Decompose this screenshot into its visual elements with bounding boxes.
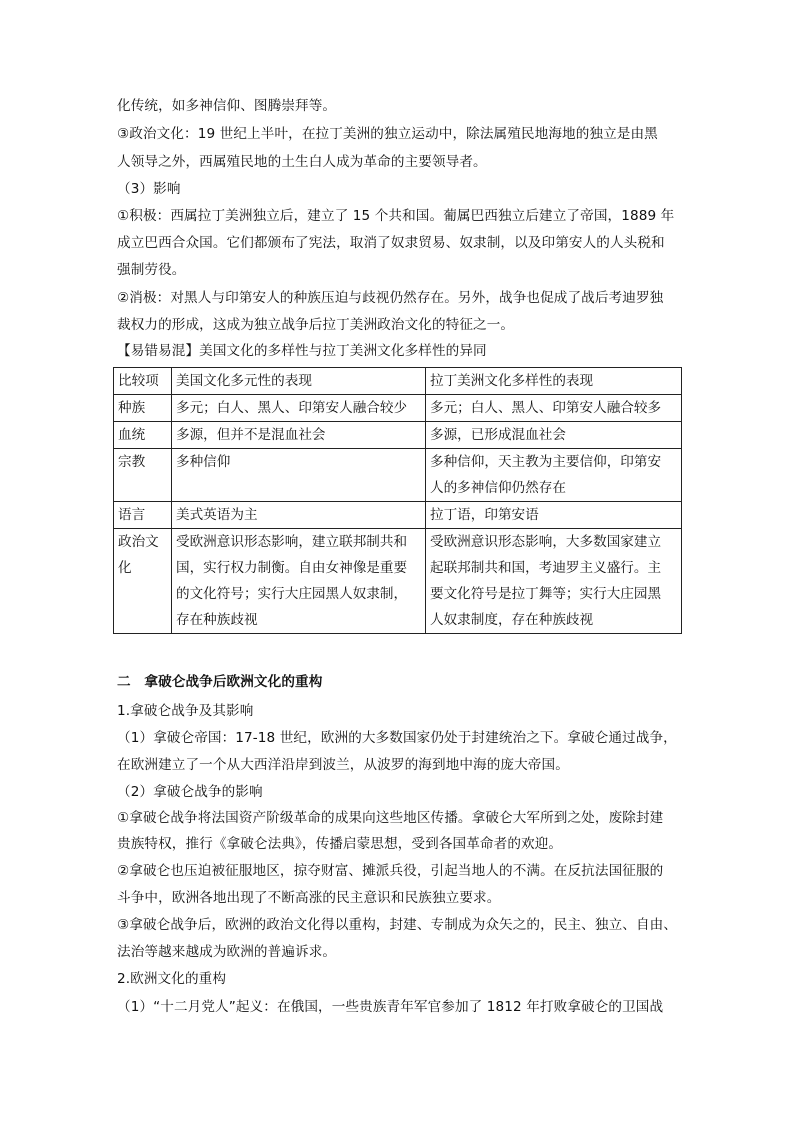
cell-text-line: 多源，但并不是混血社会 — [176, 427, 326, 443]
cell-text-line: 拉丁语，印第安语 — [430, 507, 539, 523]
cell-text-line: 拉丁美洲文化多样性的表现 — [430, 373, 594, 389]
text-line: 在欧洲建立了一个从大西洋沿岸到波兰，从波罗的海到地中海的庞大帝国。 — [117, 757, 569, 773]
latin-america-cell — [426, 502, 682, 529]
text-line: 裁权力的形成，这成为独立战争后拉丁美洲政治文化的特征之一。 — [117, 317, 515, 333]
latin-america-cell — [426, 529, 682, 634]
text-line: ③政治文化：19 世纪上半叶，在拉丁美洲的独立运动中，除法属殖民地海地的独立是由黑 — [117, 126, 658, 142]
cell-text-line: 起联邦制共和国，考迪罗主义盛行。主 — [430, 560, 662, 576]
text-line: （1）拿破仑帝国：17-18 世纪，欧洲的大多数国家仍处于封建统治之下。拿破仑通过战争， — [117, 730, 677, 746]
text-line: 强制劳役。 — [117, 262, 186, 278]
text-line: ①积极：西属拉丁美洲独立后，建立了 15 个共和国。葡属巴西独立后建立了帝国，1889 年 — [117, 208, 675, 224]
cell-text-line: 化 — [118, 560, 132, 576]
section-title: 二 拿破仑战争后欧洲文化的重构 — [117, 674, 323, 690]
row-label-cell — [114, 449, 172, 502]
table-header-row — [114, 368, 682, 395]
comparison-table — [113, 367, 682, 634]
table-header-cell — [426, 368, 682, 395]
usa-cell — [172, 529, 426, 634]
table-row — [114, 395, 682, 422]
cell-text-line: 受欧洲意识形态影响，大多数国家建立 — [430, 534, 662, 550]
subsection-heading: 2.欧洲文化的重构 — [117, 971, 227, 987]
table-header-cell — [114, 368, 172, 395]
cell-text-line: 存在种族歧视 — [176, 612, 258, 628]
cell-text-line: 要文化符号是拉丁舞等；实行大庄园黑 — [430, 586, 662, 602]
cell-text-line: 多元；白人、黑人、印第安人融合较少 — [176, 400, 408, 416]
table-row — [114, 502, 682, 529]
cell-text-line: 宗教 — [118, 454, 146, 470]
text-line: ①拿破仑战争将法国资产阶级革命的成果向这些地区传播。拿破仑大军所到之处，废除封建 — [117, 810, 664, 826]
table-row — [114, 422, 682, 449]
cell-text-line: 多元；白人、黑人、印第安人融合较多 — [430, 400, 662, 416]
text-line: 法治等越来越成为欧洲的普遍诉求。 — [117, 944, 337, 960]
cell-text-line: 美国文化多元性的表现 — [176, 373, 312, 389]
row-label-cell — [114, 395, 172, 422]
callout-heading: 【易错易混】美国文化的多样性与拉丁美洲文化多样性的异同 — [117, 343, 487, 359]
latin-america-cell — [426, 395, 682, 422]
usa-cell — [172, 395, 426, 422]
cell-text-line: 的文化符号；实行大庄园黑人奴隶制， — [176, 586, 408, 602]
cell-text-line: 国，实行权力制衡。自由女神像是重要 — [176, 560, 408, 576]
text-line: （1）“十二月党人”起义：在俄国，一些贵族青年军官参加了 1812 年打败拿破仑的卫国战 — [117, 999, 664, 1015]
table-row — [114, 529, 682, 634]
table-header-cell — [172, 368, 426, 395]
cell-text-line: 多源，已形成混血社会 — [430, 427, 566, 443]
cell-text-line: 血统 — [118, 427, 146, 443]
cell-text-line: 政治文 — [118, 534, 159, 550]
text-line: 化传统，如多神信仰、图腾崇拜等。 — [117, 98, 337, 114]
row-label-cell — [114, 422, 172, 449]
usa-cell — [172, 422, 426, 449]
text-line: ②消极：对黑人与印第安人的种族压迫与歧视仍然存在。另外，战争也促成了战后考迪罗独 — [117, 290, 664, 306]
cell-text-line: 多种信仰，天主教为主要信仰，印第安 — [430, 454, 662, 470]
cell-text-line: 人奴隶制度，存在种族歧视 — [430, 612, 594, 628]
cell-text-line: 受欧洲意识形态影响，建立联邦制共和 — [176, 534, 408, 550]
latin-america-cell — [426, 422, 682, 449]
text-line: 人领导之外，西属殖民地的土生白人成为革命的主要领导者。 — [117, 154, 487, 170]
cell-text-line: 语言 — [118, 507, 146, 523]
text-line: 贵族特权，推行《拿破仑法典》，传播启蒙思想，受到各国革命者的欢迎。 — [117, 836, 563, 852]
text-line: 成立巴西合众国。它们都颁布了宪法，取消了奴隶贸易、奴隶制，以及印第安人的人头税和 — [117, 235, 665, 251]
text-line: ②拿破仑也压迫被征服地区，掠夺财富、摊派兵役，引起当地人的不满。在反抗法国征服的 — [117, 863, 664, 879]
cell-text-line: 美式英语为主 — [176, 507, 258, 523]
cell-text-line: 比较项 — [118, 373, 159, 389]
latin-america-cell — [426, 449, 682, 502]
section-heading: （3）影响 — [117, 181, 181, 197]
row-label-cell — [114, 502, 172, 529]
table-row — [114, 449, 682, 502]
cell-text-line: 多种信仰 — [176, 454, 231, 470]
text-line: ③拿破仑战争后，欧洲的政治文化得以重构，封建、专制成为众矢之的，民主、独立、自由、 — [117, 917, 678, 933]
usa-cell — [172, 502, 426, 529]
usa-cell — [172, 449, 426, 502]
cell-text-line: 种族 — [118, 400, 146, 416]
row-label-cell — [114, 529, 172, 634]
subsection-heading: 1.拿破仑战争及其影响 — [117, 703, 254, 719]
text-line: 斗争中，欧洲各地出现了不断高涨的民主意识和民族独立要求。 — [117, 890, 501, 906]
text-line: （2）拿破仑战争的影响 — [117, 784, 263, 800]
cell-text-line: 人的多神信仰仍然存在 — [430, 480, 566, 496]
